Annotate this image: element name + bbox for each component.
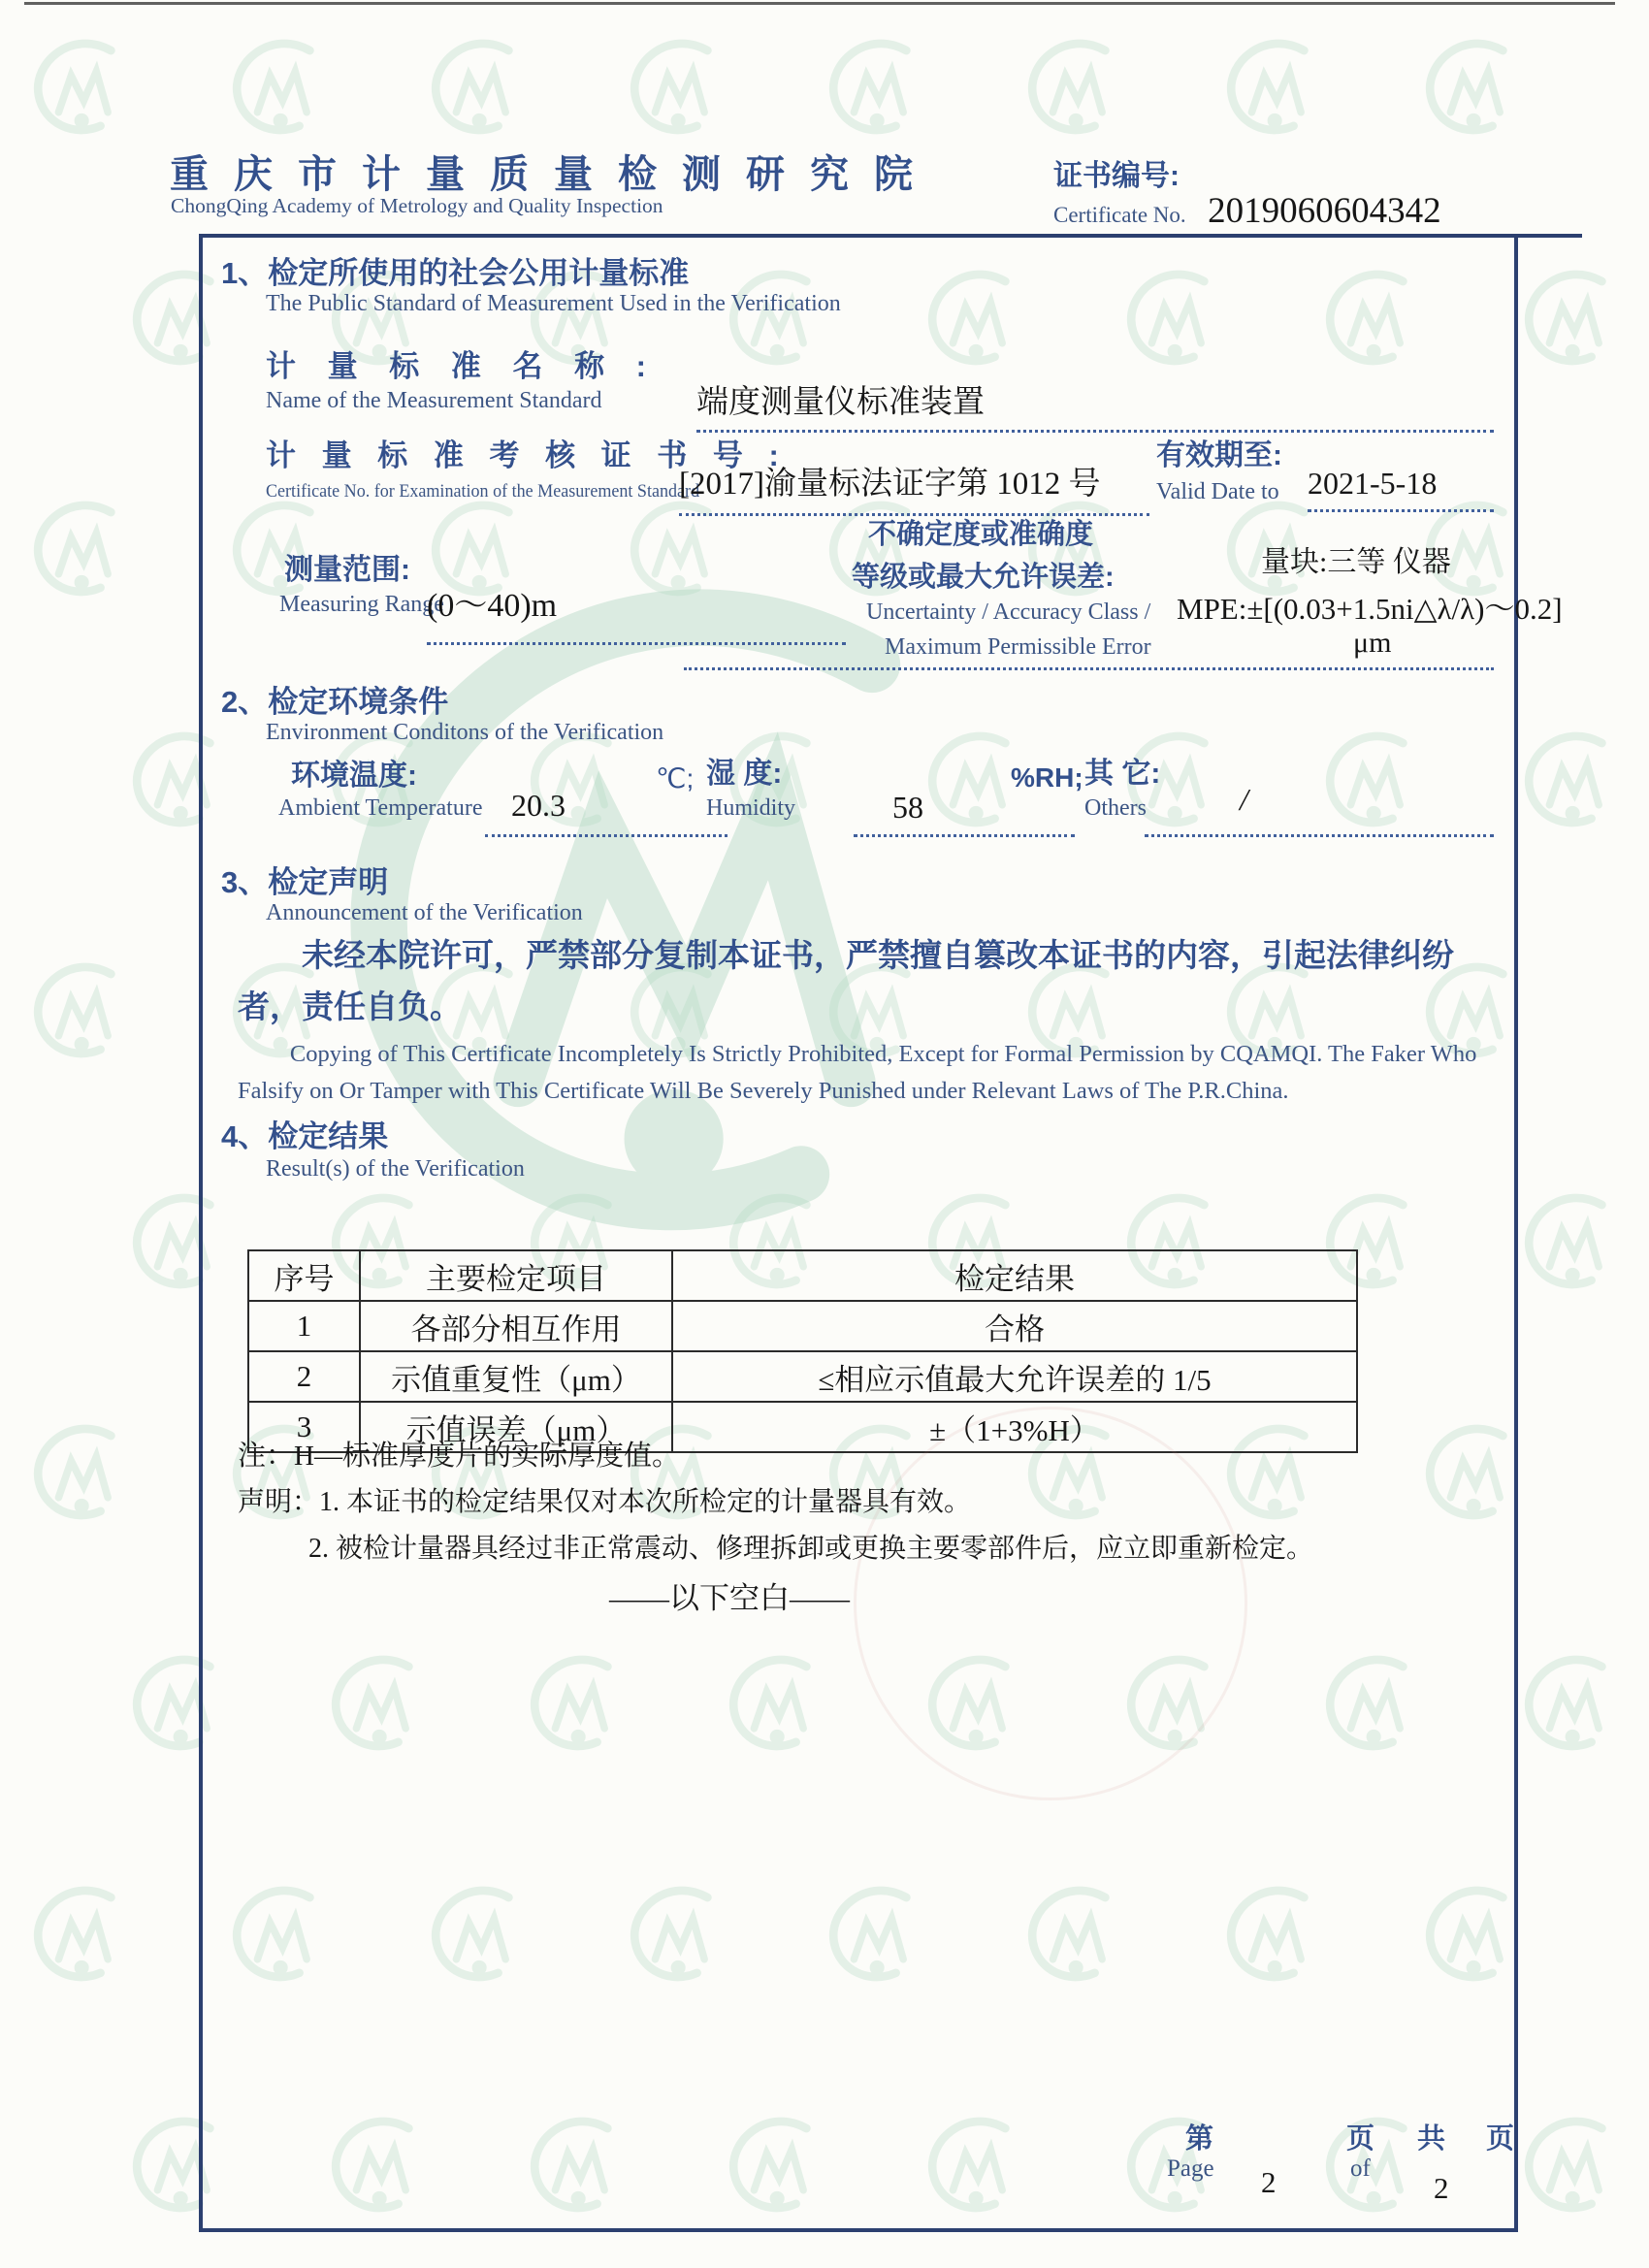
uncertainty-label-cn-1: 不确定度或准确度 [868, 519, 1094, 550]
footer-page-cn-prefix: 第 [1185, 2123, 1214, 2155]
exam-cert-label-en: Certificate No. for Examination of the Measurement Standard [266, 481, 700, 502]
note-declaration-2: 2. 被检计量器具经过非正常震动、修理拆卸或更换主要零部件后，应立即重新检定。 [308, 1534, 1314, 1564]
exam-cert-value: [2017]渝量标法证字第 1012 号 [679, 458, 1149, 516]
org-title-cn: 重庆市计量质量检测研究院 [170, 153, 938, 196]
certificate-border-box [199, 234, 1518, 2232]
footer-page-cn-mid: 页 共 [1346, 2123, 1464, 2155]
standard-name-value: 端度测量仪标准装置 [696, 376, 1494, 433]
note-declaration-1: 声明：1. 本证书的检定结果仅对本次所检定的计量器具有效。 [238, 1487, 972, 1517]
statement-en: Copying of This Certificate Incompletely Is Strictly Prohibited, Except for Formal Permission by CQAMQI. The Faker Who Falsify on Or Tamper with This Certificate Will Be Severely Punished under Relevant Laws of The P.R.China. [238, 1041, 1477, 1104]
others-label-cn: 其 它: [1084, 758, 1161, 790]
row3-result: ±（1+3%H） [672, 1402, 1357, 1452]
certificate-number: 2019060604342 [1208, 191, 1441, 231]
row1-item: 各部分相互作用 [360, 1301, 672, 1351]
uncertainty-value-line2: MPE:±[(0.03+1.5ni△λ/λ)～0.2] [1177, 592, 1563, 626]
temperature-label-en: Ambient Temperature [278, 795, 483, 821]
row3-item: 示值误差（μm） [360, 1402, 672, 1452]
dotted-rule [1145, 834, 1494, 837]
section1-title-cn: 1、检定所使用的社会公用计量标准 [221, 256, 690, 290]
table-header-result: 检定结果 [672, 1250, 1357, 1301]
section4-title-cn: 4、检定结果 [221, 1119, 389, 1153]
valid-date-label-en: Valid Date to [1156, 479, 1279, 504]
table-header-index: 序号 [248, 1250, 360, 1301]
uncertainty-label-en-2: Maximum Permissible Error [885, 634, 1151, 660]
row1-index: 1 [248, 1301, 360, 1351]
standard-name-label-en: Name of the Measurement Standard [266, 388, 602, 413]
exam-cert-label-cn: 计 量 标 准 考 核 证 书 号 : [266, 438, 788, 472]
footer-page-current: 2 [1261, 2165, 1277, 2199]
section2-title-cn: 2、检定环境条件 [221, 685, 449, 719]
uncertainty-label-cn-2: 等级或最大允许误差: [852, 562, 1115, 593]
dotted-rule [485, 834, 728, 837]
table-header-item: 主要检定项目 [360, 1250, 672, 1301]
temperature-label-cn: 环境温度: [291, 760, 417, 792]
footer-page-en-mid: of [1350, 2155, 1371, 2182]
uncertainty-value-unit: μm [1353, 627, 1392, 659]
dotted-rule [684, 667, 1494, 670]
section2-title-en: Environment Conditons of the Verification [266, 720, 664, 745]
footer-page-cn-suffix: 页 [1486, 2123, 1515, 2155]
section3-title-en: Announcement of the Verification [266, 900, 583, 925]
section4-title-en: Result(s) of the Verification [266, 1156, 525, 1182]
measuring-range-label-cn: 测量范围: [284, 554, 410, 586]
footer-page-en-prefix: Page [1167, 2155, 1214, 2182]
dotted-rule [427, 642, 846, 645]
uncertainty-label-en-1: Uncertainty / Accuracy Class / [866, 599, 1151, 625]
valid-date-value: 2021-5-18 [1308, 466, 1494, 512]
blank-below-marker: ——以下空白—— [609, 1581, 850, 1615]
measuring-range-value: (0～40)m [427, 588, 558, 624]
note-h-definition: 注：H—标准厚度片的实际厚度值。 [238, 1441, 680, 1472]
humidity-label-en: Humidity [706, 795, 796, 821]
others-value: / [1240, 782, 1248, 817]
row2-index: 2 [248, 1351, 360, 1402]
dotted-rule [854, 834, 1075, 837]
table-row [248, 1301, 1357, 1351]
section3-title-cn: 3、检定声明 [221, 865, 389, 899]
certificate-no-label-cn: 证书编号: [1053, 160, 1180, 192]
row1-result: 合格 [672, 1301, 1357, 1351]
humidity-value: 58 [892, 790, 923, 825]
humidity-unit: %RH; [1011, 762, 1083, 793]
temperature-value: 20.3 [511, 788, 566, 823]
measuring-range-label-en: Measuring Range [279, 592, 444, 617]
uncertainty-value-line1: 量块:三等 仪器 [1261, 546, 1451, 578]
standard-name-label-cn: 计 量 标 准 名 称 : [266, 349, 658, 383]
table-row [248, 1351, 1357, 1402]
valid-date-label-cn: 有效期至: [1156, 439, 1282, 471]
certificate-no-label-en: Certificate No. [1053, 203, 1186, 227]
row2-result: ≤相应示值最大允许误差的 1/5 [672, 1351, 1357, 1402]
org-title-en: ChongQing Academy of Metrology and Quality Inspection [171, 194, 663, 217]
humidity-label-cn: 湿 度: [706, 758, 783, 790]
statement-cn: 未经本院许可，严禁部分复制本证书，严禁擅自篡改本证书的内容，引起法律纠纷者，责任自负。 [238, 937, 1454, 1025]
table-header-row [248, 1250, 1357, 1301]
footer-page-total: 2 [1434, 2171, 1449, 2205]
section1-title-en: The Public Standard of Measurement Used in the Verification [266, 291, 841, 316]
scan-edge-artifact [24, 2, 1615, 5]
row2-item: 示值重复性（μm） [360, 1351, 672, 1402]
temperature-unit: ℃; [656, 763, 695, 794]
others-label-en: Others [1084, 795, 1147, 821]
row3-index: 3 [248, 1402, 360, 1452]
results-table [247, 1249, 1358, 1453]
